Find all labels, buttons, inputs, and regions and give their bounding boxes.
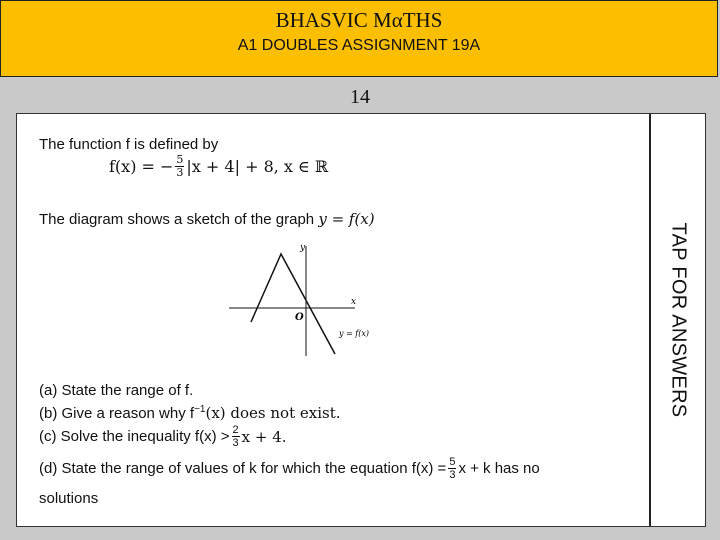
part-c-pre: (c) Solve the inequality f(x) >: [39, 428, 230, 445]
part-c-denominator: 3: [232, 437, 239, 449]
question-number: 14: [350, 86, 370, 108]
origin-label: O: [295, 312, 304, 323]
question-intro: The function f is defined by: [39, 136, 219, 153]
part-c: [39, 424, 287, 449]
definition-fraction-denominator: 3: [176, 166, 184, 179]
part-d-fraction: [448, 456, 456, 481]
header-subtitle: A1 DOUBLES ASSIGNMENT 19A: [237, 37, 481, 54]
part-c-numerator: 2: [232, 424, 239, 436]
tap-for-answers-button[interactable]: [649, 114, 705, 526]
diagram-equation: y = f(x): [318, 210, 375, 228]
x-axis-label: x: [351, 297, 357, 307]
part-d-continuation: solutions: [39, 490, 99, 507]
part-c-fraction: [232, 424, 240, 449]
part-d-pre: (d) State the range of values of k for which the equation f(x) =: [39, 460, 447, 477]
part-d: [39, 456, 540, 481]
header-title: BHASVIC MαTHS: [275, 8, 443, 32]
header-banner: [0, 0, 718, 77]
part-b: [39, 404, 341, 422]
definition-rhs: |x + 4| + 8, x ∈ ℝ: [186, 157, 329, 176]
diagram-text: The diagram shows a sketch of the graph: [39, 211, 315, 228]
part-d-numerator: 5: [449, 456, 456, 468]
part-b-pre: (b) Give a reason why f: [39, 405, 195, 422]
part-c-post: x + 4.: [241, 427, 287, 446]
y-axis-label: y: [300, 243, 306, 253]
part-d-denominator: 3: [449, 469, 456, 481]
function-graph: [229, 240, 379, 358]
function-definition: [109, 154, 328, 179]
part-b-post: (x) does not exist.: [205, 404, 341, 422]
tap-for-answers-label: TAP FOR ANSWERS: [667, 222, 690, 418]
curve-label: y = f(x): [339, 329, 370, 338]
part-b-sup: −1: [194, 404, 206, 415]
definition-fraction: [175, 154, 184, 179]
diagram-description: [39, 210, 375, 228]
part-d-post: x + k has no: [458, 460, 540, 477]
graph-curve: [251, 254, 335, 354]
question-panel: [16, 113, 706, 527]
part-a: (a) State the range of f.: [39, 382, 194, 399]
definition-lhs: f(x) = −: [109, 157, 174, 176]
definition-fraction-numerator: 5: [176, 153, 184, 166]
